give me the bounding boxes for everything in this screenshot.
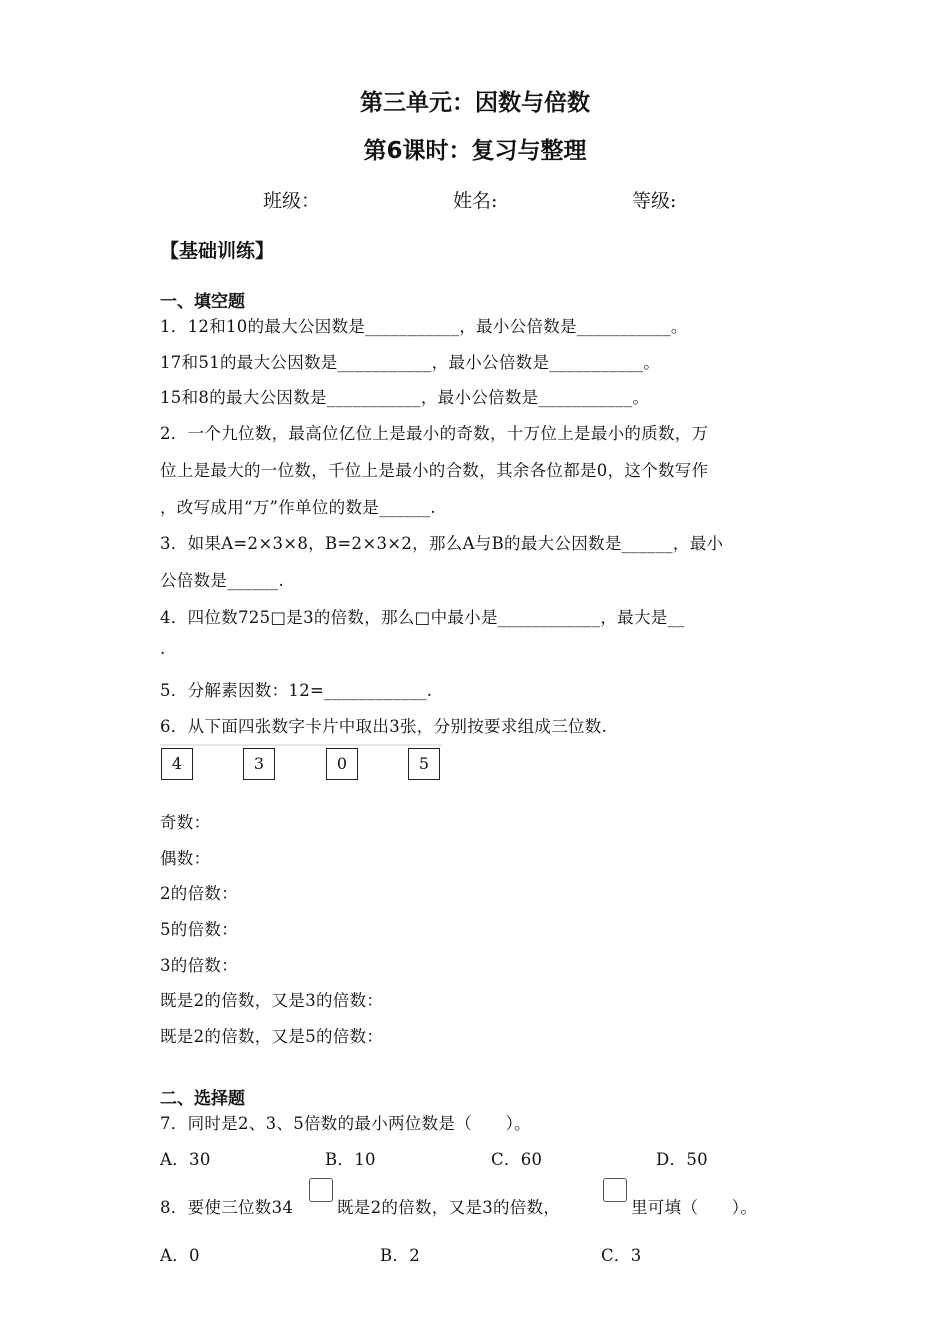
class-label: 班级： [263, 190, 321, 212]
card-strip [160, 744, 442, 746]
q7-option-b: B．10 [325, 1150, 376, 1169]
answer-line: 2的倍数： [160, 884, 238, 903]
digit-card: 4 [161, 748, 193, 780]
question-line: 2．一个九位数，最高位亿位上是最小的奇数，十万位上是最小的质数，万 [160, 424, 709, 443]
answer-line: 奇数： [160, 813, 211, 832]
question-8-part2: 既是2的倍数，又是3的倍数， [337, 1198, 561, 1217]
digit-card: 5 [408, 748, 440, 780]
question-line: 4．四位数725□是3的倍数，那么□中最小是____________，最大是__ [160, 608, 685, 627]
blank-box-icon [603, 1178, 627, 1202]
q7-option-d: D．50 [656, 1150, 708, 1169]
question-line: 15和8的最大公因数是___________，最小公倍数是___________。 [160, 388, 650, 407]
q7-option-a: A．30 [160, 1150, 211, 1169]
question-8-part3: 里可填（ ）。 [631, 1198, 758, 1217]
digit-card: 0 [326, 748, 358, 780]
question-line: 5．分解素因数：12=____________. [160, 681, 433, 700]
question-line: 17和51的最大公因数是___________，最小公倍数是___________。 [160, 353, 661, 372]
answer-line: 5的倍数： [160, 920, 238, 939]
section-basic-training: 【基础训练】 [160, 240, 275, 262]
blank-box-icon [309, 1178, 333, 1202]
section-choice-heading: 二、选择题 [160, 1089, 245, 1109]
answer-line: 既是2的倍数，又是5的倍数： [160, 1027, 384, 1046]
question-line: ，改写成用“万”作单位的数是______. [160, 498, 436, 517]
answer-line: 3的倍数： [160, 956, 238, 975]
q8-option-a: A．0 [160, 1246, 200, 1265]
digit-card: 3 [243, 748, 275, 780]
answer-line: 既是2的倍数，又是3的倍数： [160, 991, 384, 1010]
page-title: 第三单元：因数与倍数 [360, 90, 590, 116]
question-8-part1: 8．要使三位数34 [160, 1198, 294, 1217]
question-line: 6．从下面四张数字卡片中取出3张，分别按要求组成三位数. [160, 717, 608, 736]
q7-option-c: C．60 [491, 1150, 543, 1169]
q8-option-c: C．3 [601, 1246, 642, 1265]
question-line: 1．12和10的最大公因数是___________，最小公倍数是___________。 [160, 317, 688, 336]
grade-label: 等级: [632, 190, 677, 212]
question-line: 位上是最大的一位数，千位上是最小的合数，其余各位都是0，这个数写作 [160, 461, 709, 480]
answer-line: 偶数： [160, 849, 211, 868]
section-fill-blank-heading: 一、填空题 [160, 292, 245, 312]
question-7: 7．同时是2、3、5倍数的最小两位数是（ ）。 [160, 1114, 531, 1133]
question-line: . [160, 639, 166, 658]
q8-option-b: B．2 [380, 1246, 421, 1265]
name-label: 姓名: [453, 190, 498, 212]
page-subtitle: 第6课时：复习与整理 [363, 138, 587, 164]
question-line: 3．如果A=2×3×8，B=2×3×2，那么A与B的最大公因数是______，最小 [160, 534, 724, 553]
question-line: 公倍数是______. [160, 571, 285, 590]
